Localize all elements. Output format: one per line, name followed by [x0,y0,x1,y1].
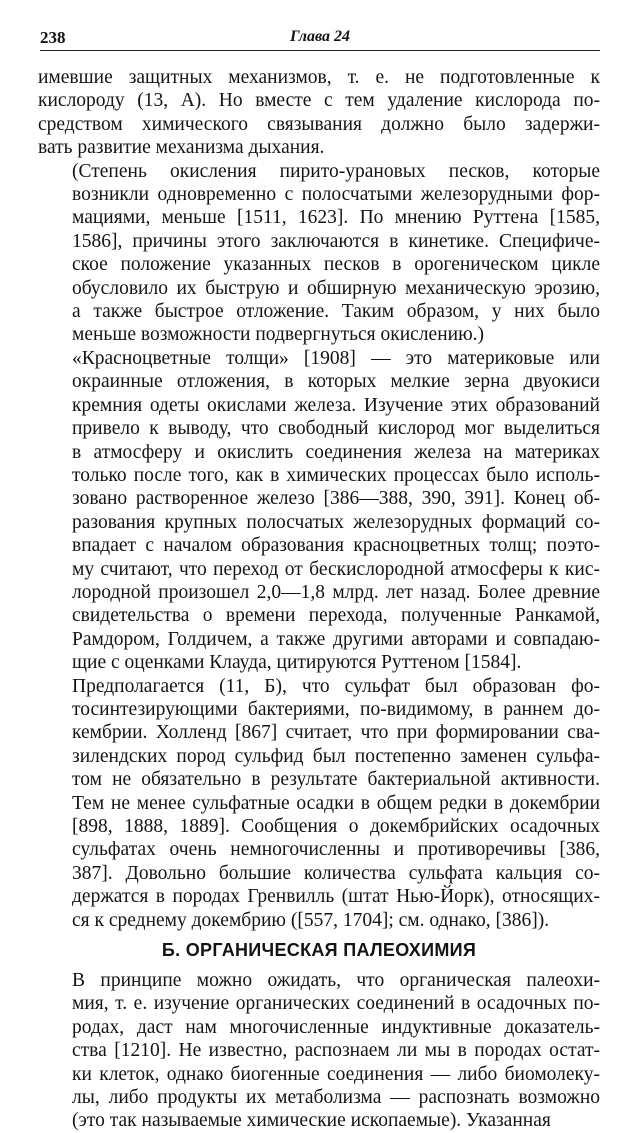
text-line: ское положение указанных песков в орогеническом цикле [72,254,600,276]
text-line: Тем не менее сульфатные осадки в общем редки в докембрии [72,792,600,814]
text-line: ки клеток, однако биогенные соединения — либо биомолеку- [72,1063,600,1085]
text-line: (это так называемые химические ископаемые). Указанная [72,1110,551,1132]
text-line: меньше возможности подвергнуться окислению.) [72,324,485,346]
text-line: му считают, что переход от бескислородной атмосферы к кис- [72,558,600,580]
text-line: В принципе можно ожидать, что органическая палеохи- [72,970,600,992]
text-line: обусловило их быструю и обширную механическую эрозию, [72,277,600,299]
text-line: том не обязательно в результате бактериальной активности. [72,769,600,791]
text-line: вать развитие механизма дыхания. [38,137,325,159]
text-line: разования крупных полосчатых железорудных формаций со- [72,511,600,533]
paragraph [38,347,600,675]
text-line: «Красноцветные толщи» [1908] — это материковые или [72,347,600,369]
text-line: свидетельства о времени перехода, полученные Ранкамой, [72,605,600,627]
text-line: кремния одеты окислами железа. Изучение этих образований [72,394,600,416]
paragraph-group-after-heading [38,969,600,1133]
paragraph [38,969,600,1133]
paragraph [38,675,600,932]
text-line: мациями, меньше [1511, 1623]. По мнению Руттена [1585, [72,207,600,229]
text-line: (Степень окисления пирито-урановых песков, которые [72,160,600,182]
text-line: зилендских пород сульфид был постепенно заменен сульфа- [72,745,600,767]
text-line: Рамдором, Голдичем, а также другими авторами и совпадаю- [72,628,600,650]
text-line: родах, даст нам многочисленные индуктивные доказатель- [72,1016,600,1038]
text-line: 387]. Довольно большие количества сульфата кальция со- [72,862,600,884]
running-header [40,28,600,51]
text-line: лы, либо продукты их метаболизма — распознать возможно [72,1087,600,1109]
text-line: ства [1210]. Не известно, распознаем ли мы в породах остат- [72,1040,600,1062]
page-number: 238 [40,28,66,47]
text-line: 1586], причины этого заключаются в кинетике. Специфиче- [72,230,600,252]
paragraph-group [38,66,600,932]
text-line: только после того, как в химических процессах было исполь- [72,464,600,486]
text-line: окраинные отложения, в которых мелкие зерна двуокиси [72,371,600,393]
text-line: держатся в породах Гренвилль (штат Нью-Йорк), относящих- [72,886,600,908]
paragraph [38,66,600,160]
text-line: в атмосферу и окислить соединения железа на материках [72,441,600,463]
text-line: а также быстрое отложение. Таким образом, у них было [72,301,600,323]
text-line: зовано растворенное железо [386—388, 390, 391]. Конец об- [72,488,600,510]
text-line: впадает с началом образования красноцветных толщ; поэто- [72,535,600,557]
text-line: щие с оценками Клауда, цитируются Руттеном [1584]. [72,652,522,674]
text-line: привело к выводу, что свободный кислород мог выделиться [72,418,600,440]
paragraph [38,160,600,347]
text-line: возникли одновременно с полосчатыми железорудными фор- [72,184,600,206]
text-line: сульфатах очень немногочисленны и противоречивы [386, [72,839,600,861]
text-line: мия, т. е. изучение органических соединений в осадочных по- [72,993,600,1015]
section-heading: Б. ОРГАНИЧЕСКАЯ ПАЛЕОХИМИЯ [161,940,477,961]
text-line: ся к среднему докембрию ([557, 1704]; см. однако, [386]). [72,909,550,931]
text-line: Предполагается (11, Б), что сульфат был образован фо- [72,675,600,697]
text-line: кислороду (13, А). Но вместе с тем удаление кислорода по- [38,90,600,112]
text-line: тосинтезирующими бактериями, по-видимому, в раннем до- [72,698,600,720]
text-line: имевшие защитных механизмов, т. е. не подготовленные к [38,67,600,88]
page-body [38,66,600,1133]
text-line: кембрии. Холленд [867] считает, что при формировании сва- [72,722,600,744]
text-line: лородной произошел 2,0—1,8 млрд. лет назад. Более древние [72,581,600,603]
text-line: средством химического связывания должно было задержи- [38,113,600,135]
chapter-title: Глава 24 [289,28,351,45]
text-line: [898, 1888, 1889]. Сообщения о докембрийских осадочных [72,816,600,837]
